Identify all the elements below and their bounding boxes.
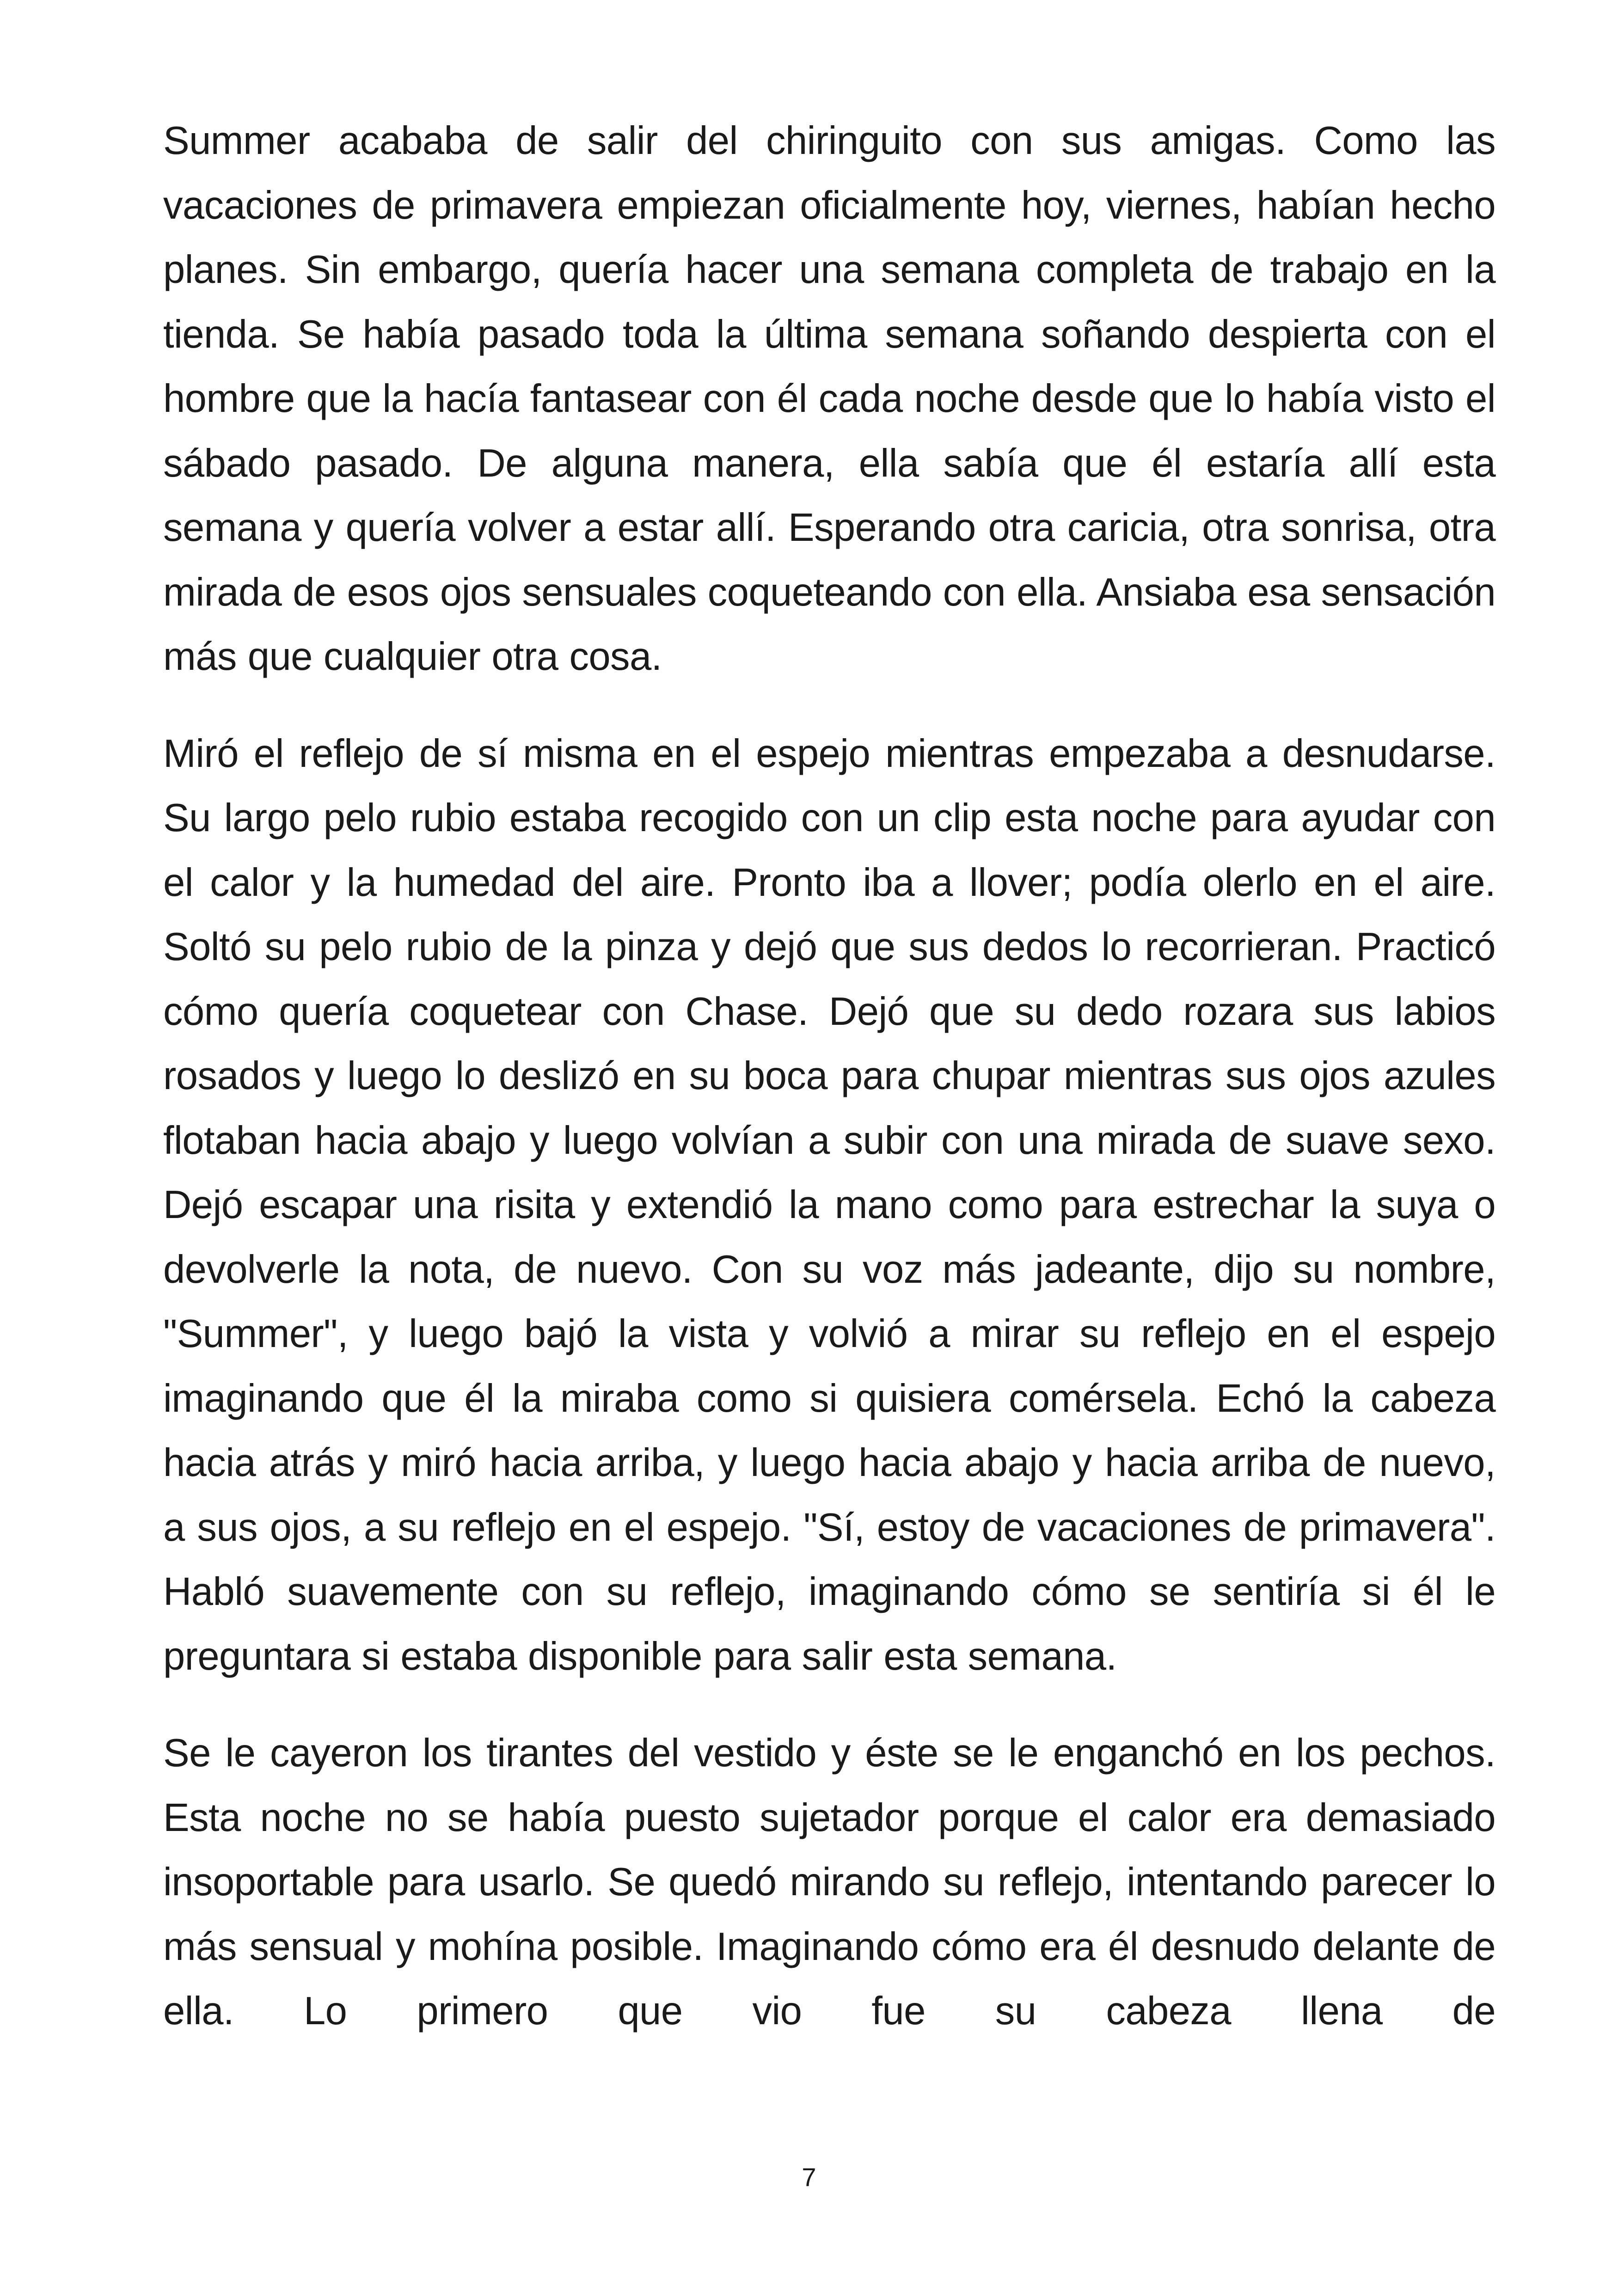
body-text bbox=[163, 109, 1495, 2076]
paragraph-2: Miró el reflejo de sí misma en el espejo mientras empezaba a desnudarse. Su largo pelo rubio estaba recogido con un clip esta noche para ayudar con el calor y la humedad del aire. Pronto iba a llover; podía olerlo en el aire. Soltó su pelo rubio de la pinza y dejó que sus dedos lo recorrieran. Practicó cómo quería coquetear con Chase. Dejó que su dedo rozara sus labios rosados y luego lo deslizó en su boca para chupar mientras sus ojos azules flotaban hacia abajo y luego volvían a subir con una mirada de suave sexo. Dejó escapar una risita y extendió la mano como para estrechar la suya o devolverle la nota, de nuevo. Con su voz más jadeante, dijo su nombre, "Summer", y luego bajó la vista y volvió a mirar su reflejo en el espejo imaginando que él la miraba como si quisiera comérsela. Echó la cabeza hacia atrás y miró hacia arriba, y luego hacia abajo y hacia arriba de nuevo, a sus ojos, a su reflejo en el espejo. "Sí, estoy de vacaciones de primavera". Habló suavemente con su reflejo, imaginando cómo se sentiría si él le preguntara si estaba disponible para salir esta semana. bbox=[163, 731, 1495, 1678]
paragraph-1: Summer acababa de salir del chiringuito con sus amigas. Como las vacaciones de primavera empiezan oficialmente hoy, viernes, habían hecho planes. Sin embargo, quería hacer una semana completa de trabajo en la tienda. Se había pasado toda la última semana soñando despierta con el hombre que la hacía fantasear con él cada noche desde que lo había visto el sábado pasado. De alguna manera, ella sabía que él estaría allí esta semana y quería volver a estar allí. Esperando otra caricia, otra sonrisa, otra mirada de esos ojos sensuales coqueteando con ella. Ansiaba esa sensación más que cualquier otra cosa. bbox=[163, 119, 1495, 679]
paragraph-3: Se le cayeron los tirantes del vestido y éste se le enganchó en los pechos. Esta noche no se había puesto sujetador porque el calor era demasiado insoportable para usarlo. Se quedó mirando su reflejo, intentando parecer lo más sensual y mohína posible. Imaginando cómo era él desnudo delante de ella. Lo primero que vio fue su cabeza llena de bbox=[163, 1731, 1495, 2033]
page-number: 7 bbox=[802, 2162, 816, 2192]
